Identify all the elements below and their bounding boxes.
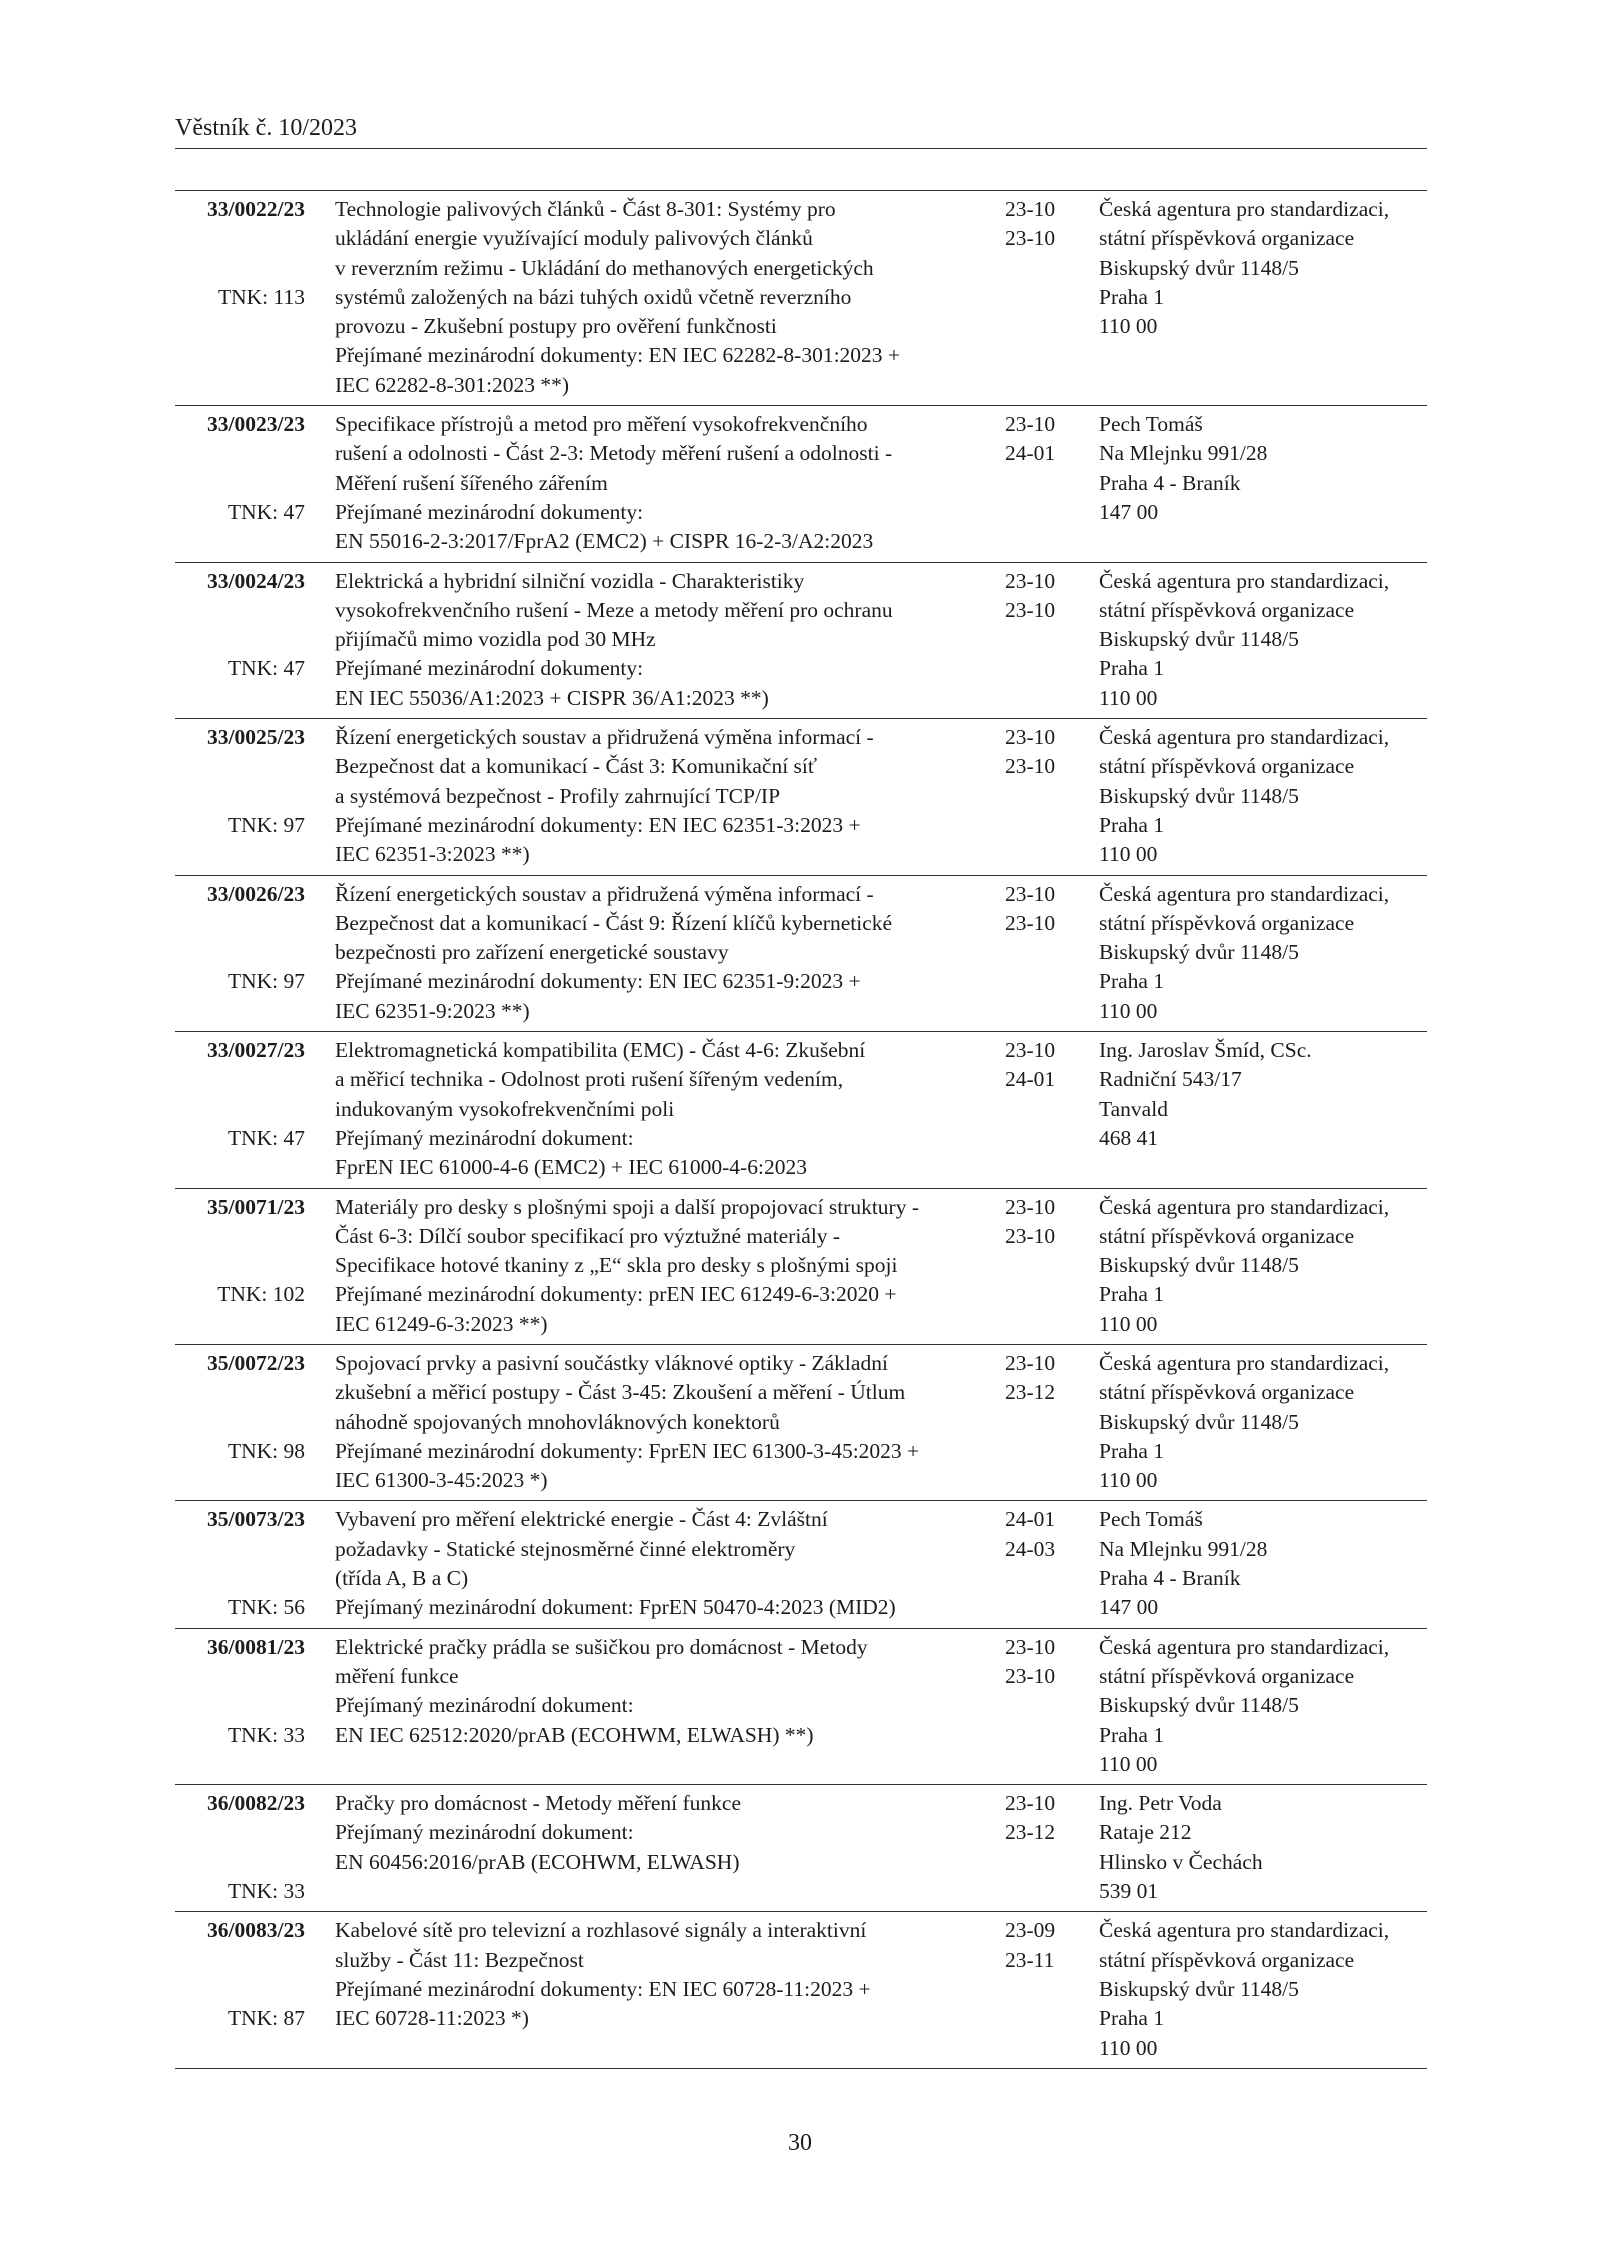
record-title (335, 1193, 919, 1339)
record-title-line: zkušební a měřicí postupy - Část 3-45: Zkoušení a měření - Útlum (335, 1380, 906, 1405)
record-contact-line: Praha 1 (1099, 284, 1165, 309)
record-title-line: indukovaným vysokofrekvenčními poli (335, 1096, 675, 1121)
record-tnk: TNK: 102 (217, 1282, 305, 1307)
record-date: 24-01 (1005, 1507, 1056, 1532)
record-title-line: Přejímaný mezinárodní dokument: (335, 1820, 634, 1845)
record-title-line: Elektromagnetická kompatibilita (EMC) - Část 4-6: Zkušební (335, 1038, 866, 1063)
record-dates (1005, 723, 1077, 782)
record-contact-line: Na Mlejnku 991/28 (1099, 1536, 1268, 1561)
record-title-line: Elektrické pračky prádla se sušičkou pro domácnost - Metody (335, 1634, 868, 1659)
record-title-line: Přejímaný mezinárodní dokument: (335, 1693, 634, 1718)
record-contact-line: Na Mlejnku 991/28 (1099, 441, 1268, 466)
record-title-line: Bezpečnost dat a komunikací - Část 3: Komunikační síť (335, 754, 818, 779)
record-contact-line: Česká agentura pro standardizaci, (1099, 1918, 1390, 1943)
record-title-line: Řízení energetických soustav a přidružená výměna informací - (335, 725, 874, 750)
standard-record (175, 1032, 1427, 1188)
record-contact (1099, 567, 1429, 713)
record-contact-line: 110 00 (1099, 842, 1158, 867)
record-dates (1005, 1036, 1077, 1095)
record-title-line: Materiály pro desky s plošnými spoji a další propojovací struktury - (335, 1194, 919, 1219)
record-contact-line: Praha 4 - Braník (1099, 470, 1241, 495)
record-contact-line: 539 01 (1099, 1879, 1159, 1904)
record-contact-line: Tanvald (1099, 1096, 1168, 1121)
record-title-line: Přejímané mezinárodní dokumenty: EN IEC 62351-3:2023 + (335, 812, 861, 837)
record-contact (1099, 1789, 1429, 1906)
record-title-line: Přejímané mezinárodní dokumenty: prEN IEC 61249-6-3:2020 + (335, 1282, 897, 1307)
record-contact (1099, 1036, 1429, 1153)
record-title-line: a měřicí technika - Odolnost proti rušení šířeným vedením, (335, 1067, 844, 1092)
record-title-line: bezpečnosti pro zařízení energetické soustavy (335, 940, 729, 965)
record-contact-line: státní příspěvková organizace (1099, 1380, 1355, 1405)
record-date: 23-12 (1005, 1380, 1056, 1405)
record-contact-line: Radniční 543/17 (1099, 1067, 1242, 1092)
record-number: 33/0023/23 (207, 412, 305, 437)
record-title-line: Řízení energetických soustav a přidružená výměna informací - (335, 881, 874, 906)
record-number: 35/0073/23 (207, 1507, 305, 1532)
record-title-line: Přejímané mezinárodní dokumenty: EN IEC 62351-9:2023 + (335, 969, 861, 994)
record-dates (1005, 1193, 1077, 1252)
record-contact-line: státní příspěvková organizace (1099, 910, 1355, 935)
record-number: 33/0025/23 (207, 725, 305, 750)
record-tnk: TNK: 47 (227, 1125, 305, 1150)
record-title-line: Měření rušení šířeného zářením (335, 470, 608, 495)
record-contact-line: Biskupský dvůr 1148/5 (1099, 940, 1299, 965)
record-title (335, 1633, 868, 1779)
record-title-line: IEC 62282-8-301:2023 **) (335, 372, 570, 397)
record-contact-line: státní příspěvková organizace (1099, 754, 1355, 779)
record-contact-line: Biskupský dvůr 1148/5 (1099, 1409, 1299, 1434)
record-title-line: Přejímané mezinárodní dokumenty: EN IEC 60728-11:2023 + (335, 1976, 871, 2001)
record-title-spacer (335, 1750, 830, 1779)
record-title (335, 410, 893, 556)
record-title-line: Část 6-3: Dílčí soubor specifikací pro výztužné materiály - (335, 1223, 841, 1248)
record-contact-line: Hlinsko v Čechách (1099, 1849, 1263, 1874)
record-contact-line: Praha 1 (1099, 1282, 1165, 1307)
record-number: 33/0024/23 (207, 568, 305, 593)
record-contact (1099, 1505, 1429, 1622)
record-tnk: TNK: 56 (227, 1595, 305, 1620)
record-tnk: TNK: 33 (227, 1722, 305, 1747)
record-date: 23-11 (1005, 1947, 1055, 1972)
record-date: 23-10 (1005, 1663, 1056, 1688)
record-contact-line: státní příspěvková organizace (1099, 1663, 1355, 1688)
record-date: 23-10 (1005, 1791, 1056, 1816)
record-contact (1099, 1193, 1429, 1339)
record-dates (1005, 195, 1077, 254)
record-contact-line: Pech Tomáš (1099, 1507, 1203, 1532)
record-contact-line: 110 00 (1099, 1468, 1158, 1493)
standard-record (175, 563, 1427, 719)
record-title-line: služby - Část 11: Bezpečnost (335, 1947, 584, 1972)
standard-record (175, 406, 1427, 562)
record-title-line: IEC 61249-6-3:2023 **) (335, 1311, 548, 1336)
record-contact-line: Praha 1 (1099, 1722, 1165, 1747)
record-date: 24-01 (1005, 441, 1056, 466)
record-contact-line: Biskupský dvůr 1148/5 (1099, 783, 1299, 808)
record-title-line: Specifikace hotové tkaniny z „E“ skla pro desky s plošnými spoji (335, 1253, 898, 1278)
record-tnk: TNK: 33 (227, 1879, 305, 1904)
record-date: 23-10 (1005, 754, 1056, 779)
record-title (335, 723, 874, 869)
record-date: 23-10 (1005, 1223, 1056, 1248)
record-contact-line: 110 00 (1099, 314, 1158, 339)
record-title-line: Elektrická a hybridní silniční vozidla - Charakteristiky (335, 568, 805, 593)
record-date: 23-10 (1005, 1038, 1056, 1063)
record-contact-line: Česká agentura pro standardizaci, (1099, 725, 1390, 750)
record-title (335, 567, 893, 713)
record-title-line: EN IEC 55036/A1:2023 + CISPR 36/A1:2023 **) (335, 685, 769, 710)
record-contact-line: Biskupský dvůr 1148/5 (1099, 1253, 1299, 1278)
record-title-line: Pračky pro domácnost - Metody měření funkce (335, 1791, 741, 1816)
record-title-spacer (335, 2034, 830, 2063)
record-contact-line: Česká agentura pro standardizaci, (1099, 1634, 1390, 1659)
record-contact-line: Česká agentura pro standardizaci, (1099, 881, 1390, 906)
record-date: 23-10 (1005, 1634, 1056, 1659)
record-date: 23-10 (1005, 197, 1056, 221)
record-contact (1099, 410, 1429, 527)
record-title-line: Spojovací prvky a pasivní součástky vláknové optiky - Základní (335, 1350, 888, 1375)
record-title-line: Přejímané mezinárodní dokumenty: EN IEC 62282-8-301:2023 + (335, 343, 901, 368)
record-contact-line: 110 00 (1099, 998, 1158, 1023)
record-number: 33/0026/23 (207, 881, 305, 906)
bulletin-title: Věstník č. 10/2023 (175, 115, 357, 141)
record-title-line: Kabelové sítě pro televizní a rozhlasové signály a interaktivní (335, 1918, 867, 1943)
record-date: 23-10 (1005, 881, 1056, 906)
record-date: 23-12 (1005, 1820, 1056, 1845)
record-title-line: v reverzním režimu - Ukládání do methanových energetických (335, 255, 874, 280)
record-title (335, 195, 901, 400)
record-contact-line: 110 00 (1099, 1311, 1158, 1336)
standard-record (175, 1629, 1427, 1785)
record-title (335, 1036, 866, 1182)
record-contact-line: státní příspěvková organizace (1099, 1947, 1355, 1972)
record-contact-line: Biskupský dvůr 1148/5 (1099, 1693, 1299, 1718)
record-title-line: Přejímaný mezinárodní dokument: FprEN 50470-4:2023 (MID2) (335, 1595, 896, 1620)
standard-record (175, 1189, 1427, 1345)
page-number: 30 (788, 2130, 812, 2156)
record-title-line: systémů založených na bázi tuhých oxidů včetně reverzního (335, 284, 852, 309)
record-dates (1005, 567, 1077, 626)
record-dates (1005, 1916, 1077, 1975)
record-contact-line: 110 00 (1099, 685, 1158, 710)
record-dates (1005, 1349, 1077, 1408)
record-tnk: TNK: 87 (227, 2006, 305, 2031)
record-number: 35/0071/23 (207, 1194, 305, 1219)
record-date: 23-09 (1005, 1918, 1056, 1943)
record-dates (1005, 1633, 1077, 1692)
record-title-line: EN IEC 62512:2020/prAB (ECOHWM, ELWASH) **) (335, 1722, 814, 1747)
record-contact-line: Biskupský dvůr 1148/5 (1099, 627, 1299, 652)
record-title-line: Specifikace přístrojů a metod pro měření vysokofrekvenčního (335, 412, 868, 437)
record-contact-line: státní příspěvková organizace (1099, 597, 1355, 622)
record-title-line: IEC 60728-11:2023 *) (335, 2006, 529, 2031)
record-date: 23-10 (1005, 725, 1056, 750)
record-title-line: vysokofrekvenčního rušení - Meze a metody měření pro ochranu (335, 597, 893, 622)
record-number: 35/0072/23 (207, 1350, 305, 1375)
record-title-line: rušení a odolnosti - Část 2-3: Metody měření rušení a odolnosti - (335, 441, 893, 466)
record-number: 33/0027/23 (207, 1038, 305, 1063)
record-title-line: (třída A, B a C) (335, 1566, 469, 1591)
record-tnk: TNK: 97 (227, 812, 305, 837)
record-date: 24-03 (1005, 1536, 1056, 1561)
record-contact-line: Ing. Petr Voda (1099, 1791, 1222, 1816)
record-title-line: a systémová bezpečnost - Profily zahrnující TCP/IP (335, 783, 781, 808)
record-contact-line: Pech Tomáš (1099, 412, 1203, 437)
record-contact-line: 110 00 (1099, 2035, 1158, 2060)
record-title-line: přijímačů mimo vozidla pod 30 MHz (335, 627, 656, 652)
record-contact-line: státní příspěvková organizace (1099, 1223, 1355, 1248)
record-contact-line: 110 00 (1099, 1751, 1158, 1776)
record-title-line: požadavky - Statické stejnosměrné činné elektroměry (335, 1536, 796, 1561)
record-title-line: Přejímané mezinárodní dokumenty: (335, 499, 644, 524)
record-contact-line: Praha 1 (1099, 969, 1165, 994)
record-number: 36/0083/23 (207, 1918, 305, 1943)
record-contact-line: státní příspěvková organizace (1099, 226, 1355, 251)
record-contact-line: Praha 1 (1099, 1438, 1165, 1463)
standard-record (175, 719, 1427, 875)
record-contact (1099, 880, 1429, 1026)
record-contact-line: Praha 1 (1099, 2006, 1165, 2031)
record-contact (1099, 1916, 1429, 2062)
record-title (335, 1505, 896, 1622)
record-contact (1099, 1633, 1429, 1779)
record-title-spacer (335, 1877, 830, 1906)
record-tnk: TNK: 113 (218, 284, 305, 309)
record-contact (1099, 1349, 1429, 1495)
record-date: 23-10 (1005, 226, 1056, 251)
record-title-line: IEC 62351-3:2023 **) (335, 842, 530, 867)
standard-record (175, 1912, 1427, 2068)
record-title-line: EN 55016-2-3:2017/FprA2 (EMC2) + CISPR 16-2-3/A2:2023 (335, 529, 874, 554)
record-title-line: IEC 62351-9:2023 **) (335, 998, 530, 1023)
record-contact-line: Česká agentura pro standardizaci, (1099, 1350, 1390, 1375)
standards-list (175, 190, 1427, 2069)
record-date: 23-10 (1005, 910, 1056, 935)
record-title-line: Přejímané mezinárodní dokumenty: (335, 656, 644, 681)
record-contact-line: Česká agentura pro standardizaci, (1099, 568, 1390, 593)
record-date: 23-10 (1005, 412, 1056, 437)
record-contact-line: 147 00 (1099, 1595, 1159, 1620)
record-title-line: provozu - Zkušební postupy pro ověření funkčnosti (335, 314, 777, 339)
record-tnk: TNK: 47 (227, 656, 305, 681)
record-number: 33/0022/23 (207, 197, 305, 221)
record-contact-line: Praha 1 (1099, 812, 1165, 837)
record-title-line: Technologie palivových článků - Část 8-301: Systémy pro (335, 197, 836, 221)
record-contact-line: Praha 1 (1099, 656, 1165, 681)
record-date: 24-01 (1005, 1067, 1056, 1092)
record-dates (1005, 1505, 1077, 1564)
record-title-line: Bezpečnost dat a komunikací - Část 9: Řízení klíčů kybernetické (335, 910, 893, 935)
record-title-line: IEC 61300-3-45:2023 *) (335, 1468, 548, 1493)
standard-record (175, 1785, 1427, 1912)
record-dates (1005, 880, 1077, 939)
page-header (175, 112, 1427, 149)
record-tnk: TNK: 98 (227, 1438, 305, 1463)
record-title-line: EN 60456:2016/prAB (ECOHWM, ELWASH) (335, 1849, 740, 1874)
standard-record (175, 876, 1427, 1032)
record-title-line: FprEN IEC 61000-4-6 (EMC2) + IEC 61000-4-6:2023 (335, 1155, 807, 1180)
record-contact-line: Praha 4 - Braník (1099, 1566, 1241, 1591)
standard-record (175, 1345, 1427, 1501)
record-contact-line: 147 00 (1099, 499, 1159, 524)
record-contact (1099, 195, 1429, 341)
record-title (335, 880, 893, 1026)
record-title (335, 1349, 920, 1495)
record-contact-line: Biskupský dvůr 1148/5 (1099, 255, 1299, 280)
standard-record (175, 191, 1427, 406)
record-contact-line: Ing. Jaroslav Šmíd, CSc. (1099, 1038, 1312, 1063)
record-number: 36/0082/23 (207, 1791, 305, 1816)
record-date: 23-10 (1005, 1350, 1056, 1375)
record-title-line: náhodně spojovaných mnohovláknových konektorů (335, 1409, 780, 1434)
record-contact-line: Česká agentura pro standardizaci, (1099, 1194, 1390, 1219)
standard-record (175, 1501, 1427, 1628)
record-title-line: Přejímané mezinárodní dokumenty: FprEN IEC 61300-3-45:2023 + (335, 1438, 920, 1463)
record-title (335, 1789, 830, 1906)
record-contact (1099, 723, 1429, 869)
record-title-line: Přejímaný mezinárodní dokument: (335, 1125, 634, 1150)
record-title-line: Vybavení pro měření elektrické energie - Část 4: Zvláštní (335, 1507, 828, 1532)
record-contact-line: Biskupský dvůr 1148/5 (1099, 1976, 1299, 2001)
record-date: 23-10 (1005, 1194, 1056, 1219)
record-title-line: měření funkce (335, 1663, 459, 1688)
record-title (335, 1916, 871, 2062)
record-tnk: TNK: 97 (227, 969, 305, 994)
record-dates (1005, 1789, 1077, 1848)
record-contact-line: 468 41 (1099, 1125, 1159, 1150)
record-number: 36/0081/23 (207, 1634, 305, 1659)
record-tnk: TNK: 47 (227, 499, 305, 524)
record-dates (1005, 410, 1077, 469)
record-date: 23-10 (1005, 597, 1056, 622)
record-contact-line: Česká agentura pro standardizaci, (1099, 197, 1390, 221)
record-date: 23-10 (1005, 568, 1056, 593)
record-contact-line: Rataje 212 (1099, 1820, 1192, 1845)
record-title-line: ukládání energie využívající moduly palivových článků (335, 226, 813, 251)
